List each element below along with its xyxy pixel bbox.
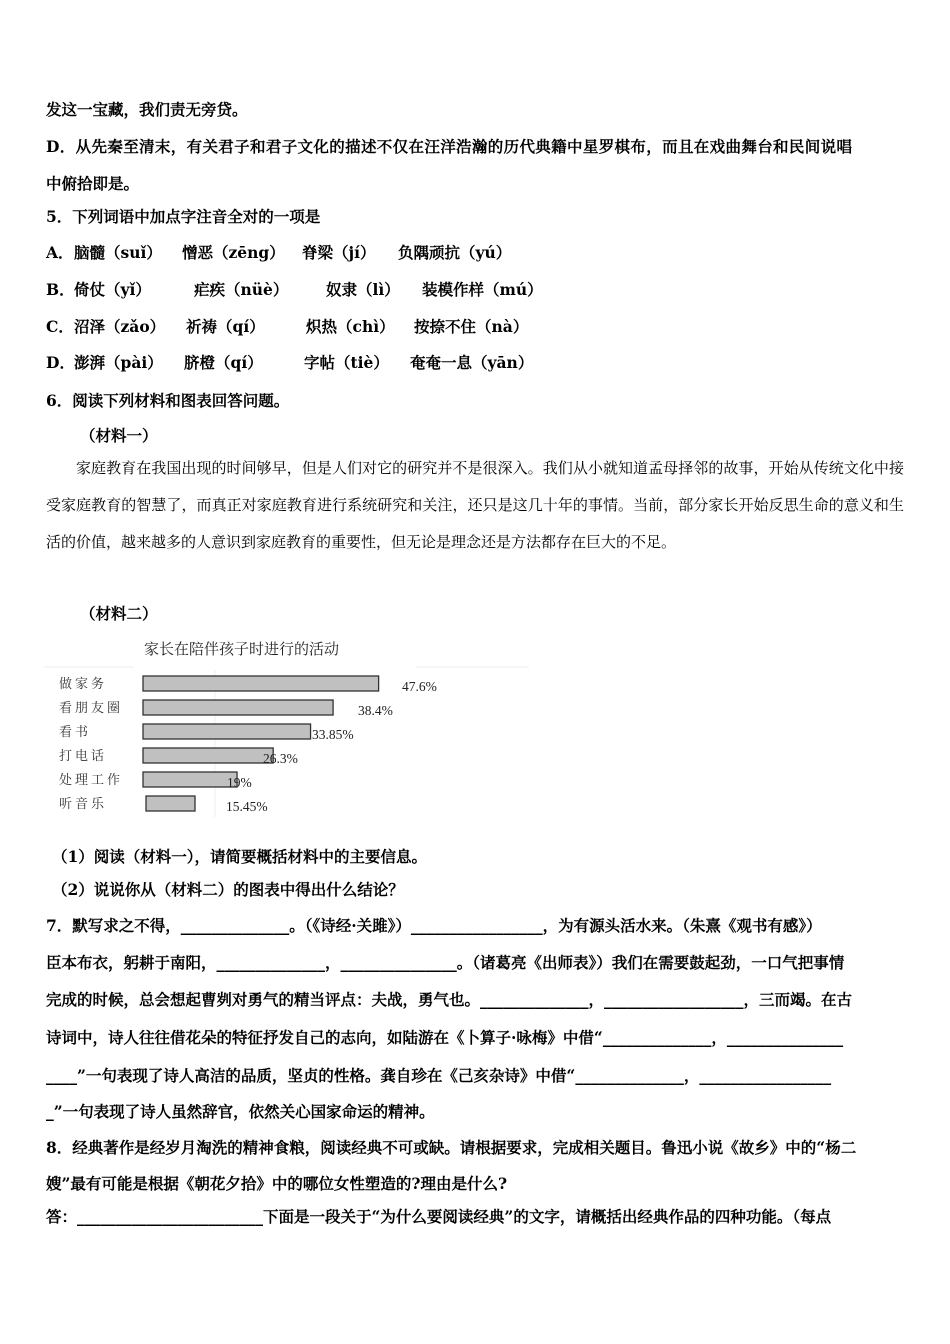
question-8-line: 答：________________________下面是一段关于“为什么要阅读经典”的文字，请概括出经典作品的四种功能。（每点 bbox=[46, 1207, 832, 1226]
value-label: 15.45% bbox=[226, 799, 268, 814]
question-6-stem: 6．阅读下列材料和图表回答问题。 bbox=[46, 391, 290, 410]
option-item: 字帖（tiè） bbox=[304, 353, 389, 372]
question-7-line: ____”一句表现了诗人高洁的品质，坚贞的性格。龚自珍在《己亥杂诗》中借“______________，_________________ bbox=[46, 1066, 832, 1085]
material-2-label: （材料二） bbox=[80, 604, 158, 623]
option-item: 装模作样（mú） bbox=[422, 280, 543, 299]
question-7-line: 7．默写求之不得，______________。（《诗经·关雎》）_________________，为有源头活水来。（朱熹《观书有感》） bbox=[46, 916, 822, 935]
option-item: 脑髓（suǐ） bbox=[74, 243, 162, 262]
bar bbox=[143, 676, 379, 691]
material-1-label: （材料一） bbox=[80, 426, 158, 445]
option-item: 倚仗（yǐ） bbox=[74, 280, 151, 299]
option-item: 疟疾（nüè） bbox=[194, 280, 289, 299]
question-7-line: _”一句表现了诗人虽然辞官，依然关心国家命运的精神。 bbox=[46, 1102, 435, 1121]
value-label: 38.4% bbox=[358, 703, 393, 718]
category-label: 看朋友圈 bbox=[59, 701, 124, 716]
category-label: 听音乐 bbox=[59, 797, 108, 812]
value-label: 19% bbox=[227, 775, 252, 790]
option-item: 憎恶（zēng） bbox=[182, 243, 285, 262]
option-item: 祈祷（qí） bbox=[186, 317, 265, 336]
option-item: 沼泽（zǎo） bbox=[74, 317, 166, 336]
bar bbox=[146, 796, 195, 811]
text-line: 发这一宝藏，我们责无旁贷。 bbox=[46, 100, 248, 119]
text-line: 中俯拾即是。 bbox=[46, 174, 140, 193]
bar bbox=[143, 772, 237, 787]
bar bbox=[143, 724, 311, 739]
option-letter: A． bbox=[46, 243, 74, 262]
option-item: 炽热（chì） bbox=[306, 317, 395, 336]
value-label: 33.85% bbox=[312, 727, 354, 742]
option-item: 脐橙（qí） bbox=[184, 353, 263, 372]
option-letter: D． bbox=[46, 353, 75, 372]
question-7-line: 诗词中，诗人往往借花朵的特征抒发自己的志向，如陆游在《卜算子·咏梅》中借“______________，_______________ bbox=[46, 1028, 844, 1047]
sub-question-1: （1）阅读（材料一），请简要概括材料中的主要信息。 bbox=[52, 847, 428, 866]
question-8-line: 8．经典著作是经岁月淘洗的精神食粮，阅读经典不可或缺。请根据要求，完成相关题目。鲁迅小说《故乡》中的“杨二 bbox=[46, 1138, 857, 1157]
chart-title: 家长在陪伴孩子时进行的活动 bbox=[144, 640, 340, 658]
question-7-line: 臣本布衣，躬耕于南阳，______________，_______________。（诸葛亮《出师表》）我们在需要鼓起劲，一口气把事情 bbox=[46, 953, 845, 972]
category-label: 做家务 bbox=[59, 677, 108, 692]
value-label: 26.3% bbox=[263, 751, 298, 766]
option-item: 澎湃（pài） bbox=[74, 353, 163, 372]
category-label: 看书 bbox=[59, 725, 92, 740]
question-5-stem: 5．下列词语中加点字注音全对的一项是 bbox=[46, 207, 321, 226]
option-item: 奴隶（lì） bbox=[326, 280, 400, 299]
value-label: 47.6% bbox=[402, 679, 437, 694]
option-item: 奄奄一息（yān） bbox=[410, 353, 534, 372]
category-label: 处理工作 bbox=[59, 773, 124, 788]
option-d-line: D．从先秦至清末，有关君子和君子文化的描述不仅在汪洋浩瀚的历代典籍中星罗棋布，而且在戏曲舞台和民间说唱 bbox=[46, 137, 853, 156]
option-letter: B． bbox=[46, 280, 75, 299]
bar bbox=[143, 700, 333, 715]
option-item: 脊梁（jí） bbox=[302, 243, 376, 262]
bar-chart bbox=[44, 632, 529, 817]
material-1-text: 家庭教育在我国出现的时间够早，但是人们对它的研究并不是很深入。我们从小就知道孟母择邻的故事，开始从传统文化中接受家庭教育的智慧了，而真正对家庭教育进行系统研究和关注，还只是这几十年的事情。当前，部分家长开始反思生命的意义和生活的价值，越来越多的人意识到家庭教育的重要性，但无论是理念还是方法都存在巨大的不足。 bbox=[46, 459, 904, 551]
question-8-line: 嫂”最有可能是根据《朝花夕拾》中的哪位女性塑造的?理由是什么? bbox=[46, 1174, 508, 1193]
bar bbox=[143, 748, 273, 763]
category-label: 打电话 bbox=[59, 749, 108, 764]
option-item: 按捺不住（nà） bbox=[414, 317, 529, 336]
option-letter: C． bbox=[46, 317, 74, 336]
question-7-line: 完成的时候，总会想起曹刿对勇气的精当评点：夫战，勇气也。______________，__________________，三而竭。在古 bbox=[46, 990, 853, 1009]
option-item: 负隅顽抗（yú） bbox=[398, 243, 512, 262]
sub-question-2: （2）说说你从（材料二）的图表中得出什么结论？ bbox=[52, 880, 404, 899]
